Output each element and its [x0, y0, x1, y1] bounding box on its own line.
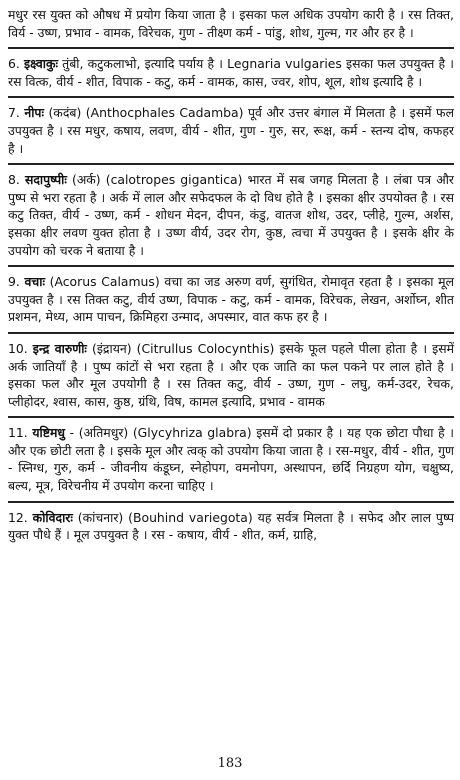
entry-number: 7. — [8, 105, 20, 121]
section-divider — [8, 416, 454, 418]
entry-number: 9. — [8, 274, 20, 290]
entry-text: (कांचनार) (Bouhind variegota) यह सर्वत्र मिलता है । सफेद और लाल पुष्प युक्त पौधे हैं । मूल उपयुक्त है । रस - कषाय, वीर्य - शीत, कर्म, ग्राहि, — [8, 509, 454, 543]
entry-number: 11. — [8, 425, 28, 441]
entry-text: (अर्क) (calotropes gigantica) भारत में सब जगह मिलता है । लंबा पत्र और पुष्प से भरा रहता है । अर्क में लाल और सफेदफल के दो विध होते है । इसका क्षीर उपयोक्त है । रस कटु तिक्त, वीर्य - उष्ण, कर्म - शोधन मेदन, दीपन, कंडु, वातज शोथ, उदर, प्लीहे, गुल्म, अर्शस, इसका क्षीर लवण युक्त होता है । उष्ण वीर्य, उदर रोग, कुष्ठ, त्वचा में उपयुक्त है । इसके क्षीर के उपयोग को चरक ने बताया है । — [8, 172, 454, 258]
entry-title: सदापुष्पीः — [24, 172, 67, 188]
section-divider — [8, 501, 454, 503]
section-divider — [8, 163, 454, 165]
section-divider — [8, 96, 454, 98]
section-divider — [8, 332, 454, 334]
entry-text: - (अतिमधुर) (Glycyhriza glabra) इसमें दो प्रकार है । यह एक छोटा पौधा है । और एक छोटी लता है । इसके मूल और त्वक् को उपयोग किया जाता है । रस-मधुर, वीर्य - शीत, गुण - स्निग्ध, गुरु, कर्म - जीवनीय कंडूघ्न, स्नेहोपग, वमनोपग, अस्थापन, छर्दि निग्रहण योग, चक्षुष्य, बल्य, मूत्र, विरेचनीय में उपयोग करना चाहिए । — [8, 425, 454, 494]
entry-title: इन्द्र वारुणीः — [32, 340, 87, 356]
entry-text: (इंद्रायन) (Citrullus Colocynthis) इसके फूल पहले पीला होता है । इसमें अर्क जातियाँ है । पुष्प कांटों से भरा रहता है । और एक जाति का फल पकने पर लाल होते है । इसका फल और मूल उपयोगी है । रस तिक्त कटु, वीर्य - उष्ण, गुण - लघु, कर्म-उदर, रेचक, प्लीहोदर, श्वास, कास, कुष्ठ, ग्रंथि, विष, कामल इत्यादि, प्रभाव - वामक — [8, 340, 454, 409]
page-body — [8, 6, 454, 550]
section-divider — [8, 47, 454, 49]
entry-10 — [8, 340, 454, 410]
section-divider — [8, 265, 454, 267]
entry-text: (Acorus Calamus) वचा का जड अरुण वर्ण, सुगंधित, रोमावृत रहता है । इसका मूल उपयुक्त है । रस तिक्त कटु, वीर्य उष्ण, विपाक - कटु, कर्म - वामक, विरेचक, लेखन, अर्शोघ्न, शीत प्रशमन, मेध्य, आम पाचन, क्रिमिहरा उन्माद, अपस्मार, वात कफ हर है । — [8, 274, 454, 325]
entry-title: नीपः — [24, 105, 44, 121]
entry-6 — [8, 55, 454, 90]
entry-text: तुंबी, कटुकलाभो, इत्यादि पर्याय है । Legnaria vulgaries इसका फल उपयुक्त है । रस वित्क, वीर्य - शीत, विपाक - कटु, कर्म - वामक, कास, ज्वर, शोप, शूल, शोथ इत्यादि है । — [8, 56, 454, 89]
entry-8 — [8, 171, 454, 259]
entry-number: 8. — [8, 172, 20, 188]
entry-title: इक्ष्वाकुः — [24, 56, 58, 72]
entry-text: (कदंब) (Anthocphales Cadamba) पूर्व और उत्तर बंगाल में मिलता है । इसमें फल उपयुक्त है । रस मधुर, कषाय, लवण, वीर्य - शीत, गुण - गुरु, सर, रूक्ष, कर्म - स्तन्य दोष, कफहर है । — [8, 105, 454, 156]
entry-continuation — [8, 6, 454, 41]
entry-text: मधुर रस युक्त को औषध में प्रयोग किया जाता है । इसका फल अधिक उपयोग कारी है । रस तिक्त, विर्य - उष्ण, प्रभाव - वामक, विरेचक, गुण - तीक्ष्ण कर्म - पांडु, शोथ, गुल्म, गर और हर है । — [8, 7, 454, 40]
entry-number: 12. — [8, 509, 28, 525]
entry-number: 6. — [8, 56, 20, 72]
entry-7 — [8, 104, 454, 157]
page-number: 183 — [217, 756, 243, 771]
entry-9 — [8, 273, 454, 326]
entry-number: 10. — [8, 340, 28, 356]
entry-12 — [8, 509, 454, 544]
entry-11 — [8, 424, 454, 494]
entry-title: कोविदारः — [32, 509, 73, 525]
entry-title: यष्टिमधु — [32, 425, 66, 441]
entry-title: वचाः — [24, 274, 45, 290]
